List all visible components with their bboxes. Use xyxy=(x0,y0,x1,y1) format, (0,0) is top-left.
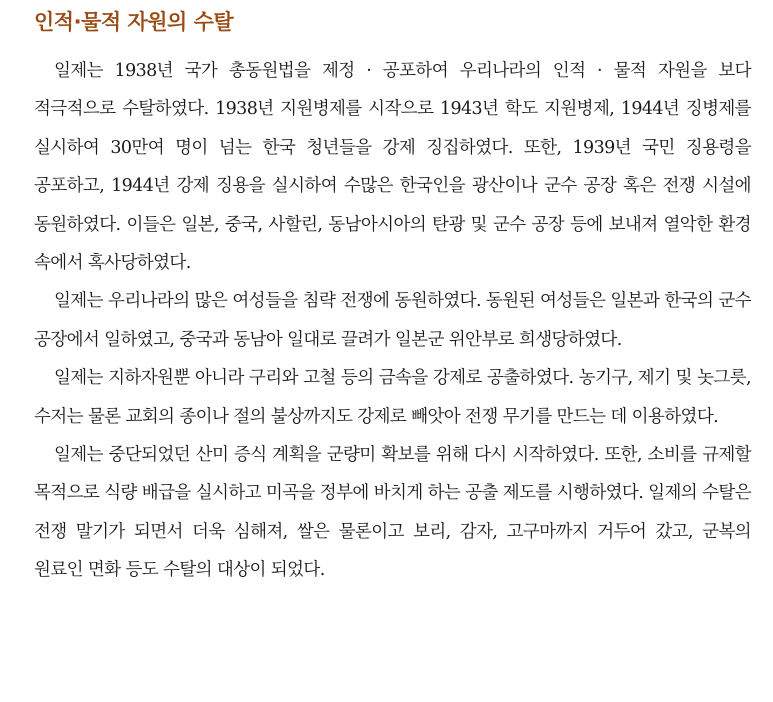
paragraph-food-requisition: 일제는 중단되었던 산미 증식 계획을 군량미 확보를 위해 다시 시작하였다. 또한, 소비를 규제할 목적으로 식량 배급을 실시하고 미곡을 정부에 바치게 하는 공출 제도를 시행하였다. 일제의 수탈은 전쟁 말기가 되면서 더욱 심해져, 쌀은 물론이고 보리, 감자, 고구마까지 거두어 갔고, 군복의 원료인 면화 등도 수탈의 대상이 되었다. xyxy=(34,445,751,581)
body-text xyxy=(34,52,751,590)
section-heading: 인적·물적 자원의 수탈 xyxy=(34,10,234,34)
paragraph-women-mobilization: 일제는 우리나라의 많은 여성들을 침략 전쟁에 동원하였다. 동원된 여성들은 일본과 한국의 군수 공장에서 일하였고, 중국과 동남아 일대로 끌려가 일본군 위안부로 희생당하였다. xyxy=(34,291,751,350)
paragraph-metal-requisition: 일제는 지하자원뿐 아니라 구리와 고철 등의 금속을 강제로 공출하였다. 농기구, 제기 및 놋그릇, 수저는 물론 교회의 종이나 절의 불상까지도 강제로 빼앗아 전쟁 무기를 만드는 데 이용하였다. xyxy=(34,368,751,427)
paragraph-human-resources: 일제는 1938년 국가 총동원법을 제정 · 공포하여 우리나라의 인적 · 물적 자원을 보다 적극적으로 수탈하였다. 1938년 지원병제를 시작으로 1943년 학도 지원병제, 1944년 징병제를 실시하여 30만여 명이 넘는 한국 청년들을 강제 징집하였다. 또한, 1939년 국민 징용령을 공포하고, 1944년 강제 징용을 실시하여 수많은 한국인을 광산이나 군수 공장 혹은 전쟁 시설에 동원하였다. 이들은 일본, 중국, 사할린, 동남아시아의 탄광 및 군수 공장 등에 보내져 열악한 환경 속에서 혹사당하였다. xyxy=(34,61,751,274)
